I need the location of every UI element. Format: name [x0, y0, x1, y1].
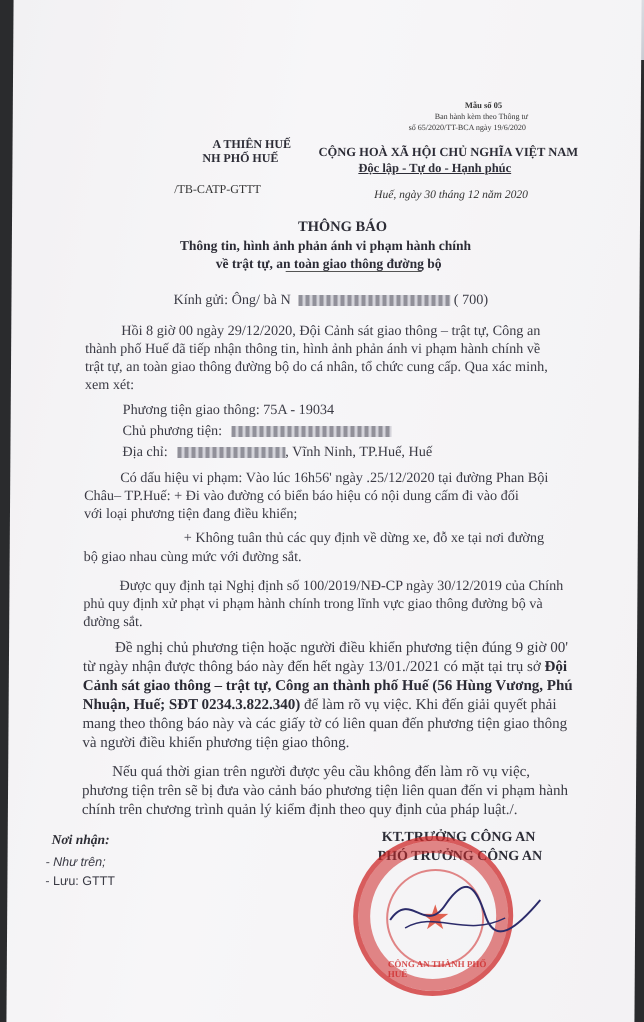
signer-title-1: KT.TRƯỞNG CÔNG AN: [381, 830, 536, 845]
vehicle-plate: Phương tiện giao thông: 75A - 19034: [122, 402, 335, 418]
redacted-name: [298, 295, 450, 306]
notice-subtitle-1: Thông tin, hình ảnh phản ánh vi phạm hành chính: [179, 238, 472, 253]
decree-line2: phủ quy định xử phạt vi phạm hành chính trong lĩnh vực giao thông đường bộ và: [83, 596, 543, 612]
seal-text: CÔNG AN THÀNH PHỐ HUẾ: [387, 959, 487, 979]
issue-date: Huế, ngày 30 tháng 12 năm 2020: [374, 189, 528, 201]
signer-title-2: PHÓ TRƯỞNG CÔNG AN: [377, 849, 543, 864]
notice-title: THÔNG BÁO: [297, 219, 388, 235]
violation-line1: Có dấu hiệu vi phạm: Vào lúc 16h56' ngày .25/12/2020 tại đường Phan Bội: [120, 470, 549, 486]
request-line4: [83, 697, 557, 714]
redacted-address: [177, 447, 285, 458]
recipient-line: [173, 292, 488, 309]
address-tail: , Vĩnh Ninh, TP.Huế, Huế: [285, 444, 433, 460]
agency-line2: NH PHỐ HUẾ: [202, 151, 279, 165]
form-note-line1: Ban hành kèm theo Thông tư: [434, 112, 529, 121]
request-line4-rest: để làm rõ vụ việc. Khi đến giải quyết phải: [300, 697, 557, 713]
seal-star-icon: ★: [419, 900, 451, 937]
recipient-suffix: ( 700): [453, 292, 489, 308]
form-note-line2: số 65/2020/TT-BCA ngày 19/6/2020: [408, 123, 526, 132]
violation-line4: + Không tuân thủ các quy định về dừng xe, đỗ xe tại nơi đường: [183, 530, 545, 546]
decree-line1: Được quy định tại Nghị định số 100/2019/NĐ-CP ngày 30/12/2019 của Chính: [119, 578, 564, 594]
request-line2-text: từ ngày nhận được thông báo này đến hết ngày 13/01./2021 có mặt tại trụ sở: [82, 659, 541, 675]
body-p1-line4: xem xét:: [84, 377, 135, 393]
violation-line5: bộ giao nhau cùng mức với đường sắt.: [83, 549, 302, 565]
request-line5: mang theo thông báo này và các giấy tờ có liên quan đến phương tiện giao thông: [82, 716, 568, 732]
recipient-item-2: - Lưu: GTTT: [45, 874, 115, 888]
recipient-label: Kính gửi: Ông/ bà N: [173, 292, 291, 308]
address-label: Địa chỉ:: [122, 444, 168, 460]
owner-label: Chủ phương tiện:: [122, 423, 223, 439]
document-number: /TB-CATP-GTTT: [174, 182, 261, 196]
agency-line1: A THIÊN HUẾ: [212, 137, 292, 151]
nation-title: CỘNG HOÀ XÃ HỘI CHỦ NGHĨA VIỆT NAM: [318, 145, 579, 159]
violation-line2: Châu– TP.Huế: + Đi vào đường có biển báo hiệu có nội dung cấm đi vào đối: [84, 488, 519, 504]
request-line4-bold: Nhuận, Huế; SĐT 0234.3.822.340): [82, 697, 301, 713]
decree-line3: đường sắt.: [83, 614, 143, 630]
warning-line3: chính trên chương trình quản lý kiểm định theo quy định của pháp luật./.: [81, 802, 518, 818]
warning-line1: Nếu quá thời gian trên người được yêu cầu không đến làm rõ vụ việc,: [112, 764, 531, 780]
nation-motto: Độc lập - Tự do - Hạnh phúc: [358, 161, 512, 175]
request-line3: Cảnh sát giao thông – trật tự, Công an thành phố Huế (56 Hùng Vương, Phú: [82, 678, 573, 694]
redacted-owner: [232, 426, 392, 437]
vehicle-owner: [122, 423, 391, 440]
violation-line3: với loại phương tiện đang điều khiển;: [83, 506, 298, 522]
form-number: Mẫu số 05: [464, 100, 503, 110]
title-underline: [286, 271, 422, 272]
request-line2: [83, 659, 567, 676]
notice-document: [6, 0, 641, 1022]
recipients-title: Nơi nhận:: [51, 832, 110, 847]
recipient-item-1: - Như trên;: [45, 855, 106, 869]
request-line6: và người điều khiển phương tiện giao thông.: [82, 735, 350, 751]
warning-line2: phương tiện trên sẽ bị đưa vào cảnh báo phương tiện liên quan đến vi phạm hành: [81, 783, 569, 799]
owner-address: [122, 444, 432, 461]
body-p1-line1: Hồi 8 giờ 00 ngày 29/12/2020, Đội Cảnh sát giao thông – trật tự, Công an: [121, 323, 541, 339]
request-line1: Đề nghị chủ phương tiện hoặc người điều khiển phương tiện đúng 9 giờ 00': [114, 640, 569, 656]
notice-subtitle-2: về trật tự, an toàn giao thông đường bộ: [215, 256, 442, 271]
body-p1-line2: thành phố Huế đã tiếp nhận thông tin, hình ảnh phản ánh vi phạm hành chính về: [85, 341, 541, 357]
request-line2-bold: Đội: [544, 659, 568, 675]
handwritten-signature: [385, 880, 545, 940]
body-p1-line3: trật tự, an toàn giao thông đường bộ do cá nhân, tổ chức cung cấp. Qua xác minh,: [84, 359, 548, 375]
